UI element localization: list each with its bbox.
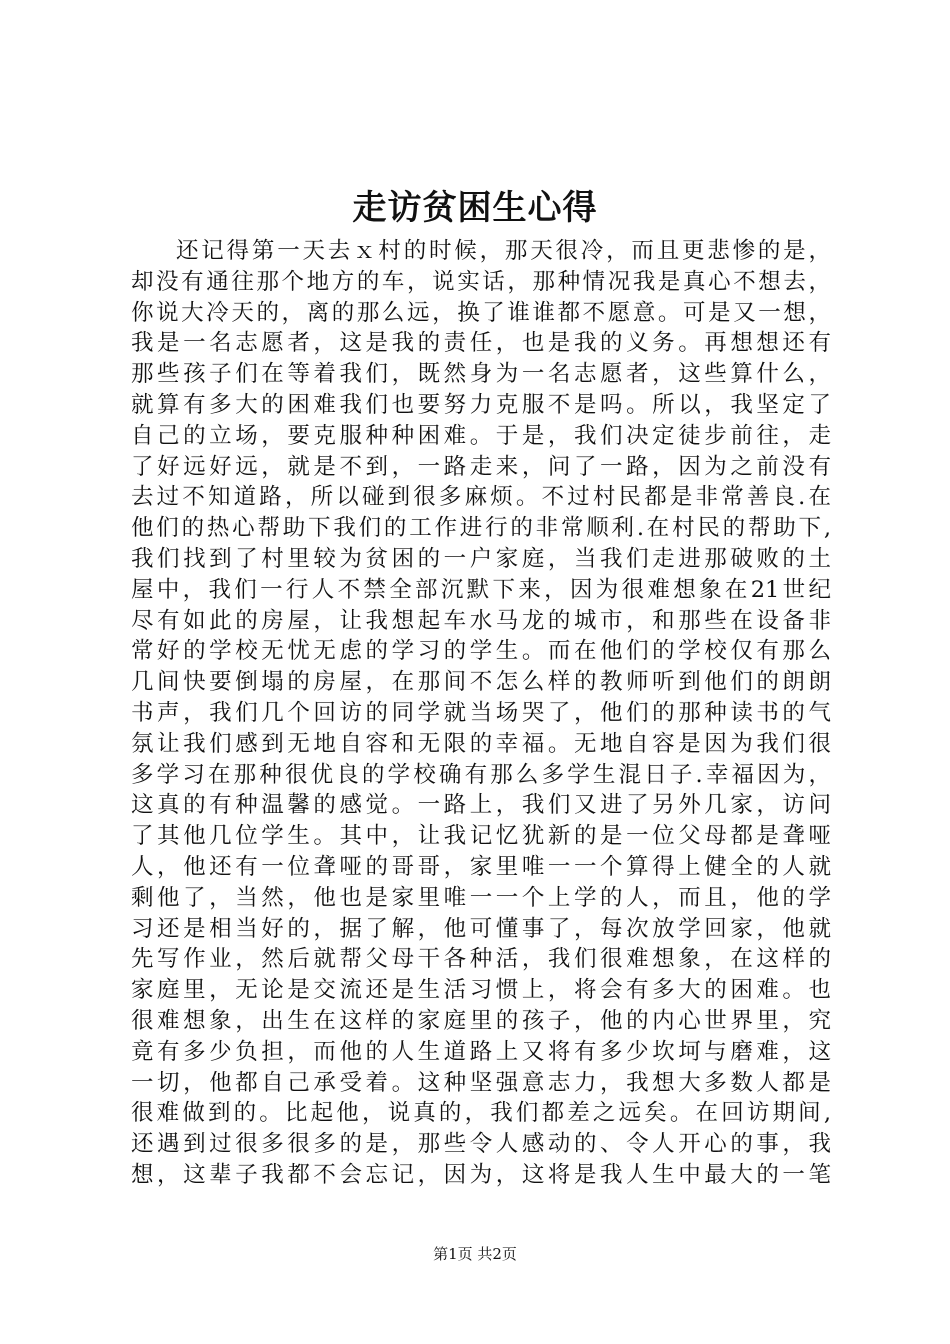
text-line: 自己的立场，要克服种种困难。于是，我们决定徒步前往，走 <box>131 422 831 449</box>
text-line: 还记得第一天去ｘ村的时候，那天很冷，而且更悲惨的是， <box>176 238 831 264</box>
text-line: 我是一名志愿者，这是我的责任，也是我的义务。再想想还有 <box>131 330 831 357</box>
text-line: 剩他了，当然，他也是家里唯一一个上学的人，而且，他的学 <box>131 884 831 911</box>
text-line: 习还是相当好的，据了解，他可懂事了，每次放学回家，他就 <box>131 915 831 942</box>
text-line: 还遇到过很多很多的是，那些令人感动的、令人开心的事，我 <box>131 1131 831 1158</box>
text-line: 氛让我们感到无地自容和无限的幸福。无地自容是因为我们很 <box>131 730 831 757</box>
text-line: 他们的热心帮助下我们的工作进行的非常顺利.在村民的帮助下, <box>131 515 831 542</box>
text-line: 想，这辈子我都不会忘记，因为，这将是我人生中最大的一笔 <box>131 1161 831 1188</box>
text-line: 我们找到了村里较为贫困的一户家庭，当我们走进那破败的土 <box>131 545 831 572</box>
text-line: 去过不知道路，所以碰到很多麻烦。不过村民都是非常善良.在 <box>131 484 831 511</box>
text-line: 你说大冷天的，离的那么远，换了谁谁都不愿意。可是又一想， <box>131 299 831 326</box>
text-line: 书声，我们几个回访的同学就当场哭了，他们的那种读书的气 <box>131 699 831 726</box>
text-line: 家庭里，无论是交流还是生活习惯上，将会有多大的困难。也 <box>131 977 831 1004</box>
text-line: 常好的学校无忧无虑的学习的学生。而在他们的学校仅有那么 <box>131 638 831 665</box>
text-line: 多学习在那种很优良的学校确有那么多学生混日子.幸福因为， <box>131 761 831 788</box>
text-line: 就算有多大的困难我们也要努力克服不是吗。所以，我坚定了 <box>131 391 831 418</box>
page-number-footer: 第1页 共2页 <box>433 1245 517 1263</box>
text-line: 几间快要倒塌的房屋，在那间不怎么样的教师听到他们的朗朗 <box>131 669 831 696</box>
text-line: 尽有如此的房屋，让我想起车水马龙的城市，和那些在设备非 <box>131 607 831 634</box>
text-line: 了其他几位学生。其中，让我记忆犹新的是一位父母都是聋哑 <box>131 823 831 850</box>
text-line: 那些孩子们在等着我们，既然身为一名志愿者，这些算什么， <box>131 361 831 388</box>
text-line: 却没有通往那个地方的车，说实话，那种情况我是真心不想去， <box>131 268 831 295</box>
text-line: 很难想象，出生在这样的家庭里的孩子，他的内心世界里，究 <box>131 1007 831 1034</box>
text-line: 竟有多少负担，而他的人生道路上又将有多少坎坷与磨难，这 <box>131 1038 831 1065</box>
body-paragraph <box>131 236 831 1191</box>
text-line: 很难做到的。比起他，说真的，我们都差之远矣。在回访期间, <box>131 1100 831 1127</box>
text-line: 先写作业，然后就帮父母干各种活，我们很难想象，在这样的 <box>131 946 831 973</box>
page-title: 走访贫困生心得 <box>352 188 598 228</box>
text-line: 了好远好远，就是不到，一路走来，问了一路，因为之前没有 <box>131 453 831 480</box>
text-line: 人，他还有一位聋哑的哥哥，家里唯一一个算得上健全的人就 <box>131 853 831 880</box>
text-line: 这真的有种温馨的感觉。一路上，我们又进了另外几家，访问 <box>131 792 831 819</box>
text-line: 一切，他都自己承受着。这种坚强意志力，我想大多数人都是 <box>131 1069 831 1096</box>
text-line: 屋中，我们一行人不禁全部沉默下来，因为很难想象在21世纪 <box>131 576 831 603</box>
